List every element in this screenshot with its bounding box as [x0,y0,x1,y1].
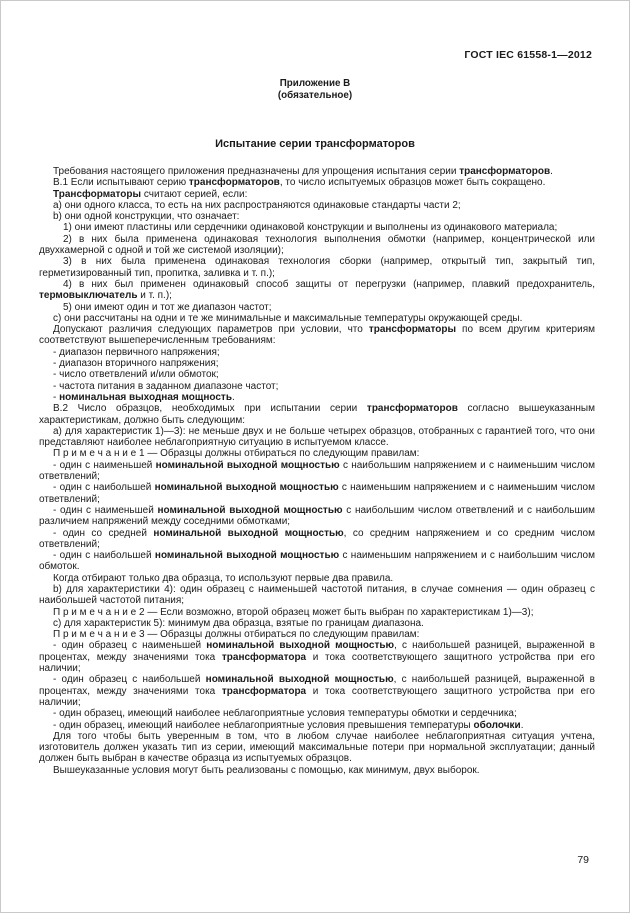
text-run: согласно вышеуказанным характеристикам, должно быть следующим: [39,403,595,426]
paragraph [39,313,595,324]
paragraph [39,640,595,674]
text-run: а) для характеристик 1)—3): не меньше двух и не больше четырех образцов, отобранных с гарантией того, что они представляют наиболее неблагоприятную ситуацию в испытуемом классе. [39,425,595,449]
annex-heading [1,78,629,102]
paragraph [39,708,595,719]
paragraph [39,177,595,188]
text-run: и тока соответствующего защитного устройства при его наличии; [39,651,595,675]
text-run: - один с наибольшей [53,482,155,494]
document-body [39,166,595,776]
text-run: В.1 Если испытывают серию [53,177,189,189]
text-run: . [231,391,235,403]
paragraph [39,381,595,392]
paragraph [39,324,595,347]
text-run: 4) в них был применен одинаковый способ защиты от перегрузки (например, плавкий предохранитель, [63,278,595,290]
text-run: a) они одного класса, то есть на них распространяются одинаковые стандарты части 2; [53,199,461,211]
paragraph [39,448,595,459]
text-run: - один с наименьшей [53,459,156,471]
paragraph [39,584,595,607]
paragraph [39,189,595,200]
text-run: с наименьшим напряжением и с наибольшим числом обмоток. [39,550,595,573]
standard-number: ГОСТ IEC 61558-1—2012 [464,49,592,61]
paragraph [39,528,595,551]
text-run: - один образец с наименьшей [53,640,207,652]
text-run: В.2 Число образцов, необходимых при испытании серии [53,403,367,415]
paragraph [39,505,595,528]
text-run: с наибольшим напряжением и с наименьшим числом ответвлений; [39,459,595,483]
text-run: - один со средней [53,527,154,539]
bold-term: номинальная выходная мощность [59,391,232,403]
bold-term: трансформатора [221,685,307,697]
paragraph [39,369,595,380]
text-run: П р и м е ч а н и е 2 — Если возможно, второй образец может быть выбран по характеристикам 1)—3); [53,606,534,618]
text-run: - один образец с наибольшей [53,674,206,686]
paragraph [39,358,595,369]
paragraph [39,720,595,731]
paragraph [39,573,595,584]
text-run: Допускают различия следующих параметров при условии, что [53,324,369,336]
text-run: с наименьшим напряжением и с наименьшим числом ответвлений; [39,482,595,505]
text-run: Для того чтобы быть уверенным в том, что в любом случае наиболее неблагоприятная ситуация учтена, изготовитель должен указать тип из серии, имеющий максимальные потери при нормальной эксплуатации; данный должен быть выбран в качестве образца из испытуемых образцов. [39,730,595,765]
text-run: П р и м е ч а н и е 1 — Образцы должны отбираться по следующим правилам: [53,448,420,460]
bold-term: номинальной выходной мощностью [206,640,395,652]
text-run: - один с наименьшей [53,504,158,516]
page-footer [577,854,589,866]
document-header [464,49,592,61]
document-title: Испытание серии трансформаторов [215,138,415,150]
text-run: Когда отбирают только два образца, то используют первые два правила. [53,572,394,584]
text-run: - число ответвлений и/или обмоток; [53,369,219,381]
text-run: , со средним напряжением и со средним числом ответвлений; [39,527,595,550]
text-run: - частота питания в заданном диапазоне частот; [53,380,279,392]
paragraph [39,460,595,483]
text-run: - один образец, имеющий наиболее неблагоприятные условия превышения температуры [53,719,474,731]
text-run: считают серией, если: [141,188,248,200]
bold-term: оболочки [473,719,521,731]
paragraph [39,302,595,313]
text-run: , с наибольшей разницей, выраженной в процентах, между значениями тока [39,640,595,663]
bold-term: трансформаторов [459,166,551,177]
paragraph [39,211,595,222]
text-run: - один образец, имеющий наиболее неблагоприятные условия температуры обмотки и сердечника; [53,708,517,720]
text-run: 5) они имеют один и тот же диапазон частот; [63,301,272,313]
paragraph [39,607,595,618]
text-run: c) они рассчитаны на одни и те же минимальные и максимальные температуры окружающей среды. [53,312,523,324]
text-run: - один с наибольшей [53,550,155,562]
bold-term: трансформаторов [188,177,280,189]
text-run: - диапазон первичного напряжения; [53,346,220,358]
bold-term: трансформаторы [368,324,457,336]
text-run: 3) в них была применена одинаковая технология сборки (например, открытый тип, закрытый тип, герметизированный тип, пропитка, заливка и т. п.); [39,256,595,279]
annex-type: (обязательное) [277,90,353,101]
text-run: 1) они имеют пластины или сердечники одинаковой конструкции и выполнены из одинакового материала; [63,222,558,234]
text-run: . [550,166,553,177]
bold-term: номинальной выходной мощностью [153,527,344,539]
paragraph [39,166,595,177]
paragraph [39,765,595,776]
bold-term: номинальной выходной мощностью [155,459,340,471]
paragraph [39,279,595,302]
paragraph [39,403,595,426]
paragraph [39,618,595,629]
text-run: b) для характеристики 4): один образец с наименьшей частотой питания, в случае сомнения — один образец с наибольшей частотой питания; [39,583,595,607]
text-run: и тока соответствующего защитного устройства при его наличии; [39,685,595,708]
bold-term: трансформаторов [366,403,458,415]
text-run: Требования настоящего приложения предназначены для упрощения испытания серии [53,166,460,177]
paragraph [39,426,595,449]
bold-term: номинальной выходной мощностью [157,504,343,516]
paragraph [39,392,595,403]
paragraph [39,629,595,640]
bold-term: термовыключатель [39,290,138,302]
bold-term: номинальной выходной мощностью [205,674,394,686]
paragraph [39,222,595,233]
text-run: П р и м е ч а н и е 3 — Образцы должны отбираться по следующим правилам: [53,629,420,641]
annex-label: Приложение В [279,78,351,89]
bold-term: номинальной выходной мощностью [154,550,340,562]
paragraph [39,482,595,505]
paragraph [39,550,595,573]
paragraph [39,234,595,257]
paragraph [39,731,595,765]
paragraph [39,256,595,279]
text-run: и т. п.); [137,290,172,302]
paragraph [39,347,595,358]
text-run: , с наибольшей разницей, выраженной в процентах, между значениями тока [39,674,595,697]
bold-term: Трансформаторы [53,188,142,200]
text-run: . [520,719,524,731]
paragraph [39,674,595,708]
text-run: с наибольшим числом ответвлений и с наибольшим различием напряжений между соседними обмотками; [39,504,595,528]
text-run: с) для характеристик 5): минимум два образца, взятые по границам диапазона. [53,617,424,629]
bold-term: номинальной выходной мощностью [154,482,339,494]
text-run: по всем другим критериям соответствуют вышеперечисленным требованиям: [39,324,595,347]
text-run: 2) в них была применена одинаковая технология выполнения обмотки (например, концентрической или двухкамерной с одной и той же системой изоляции); [39,233,595,257]
text-run: , то число испытуемых образцов может быть сокращено. [279,177,546,189]
page-number: 79 [577,854,589,866]
text-run: Вышеуказанные условия могут быть реализованы с помощью, как минимум, двух выборок. [53,764,480,776]
paragraph [39,200,595,211]
text-run: - [53,391,60,403]
text-run: - диапазон вторичного напряжения; [53,358,219,370]
bold-term: трансформатора [221,651,307,663]
text-run: b) они одной конструкции, что означает: [53,211,240,223]
